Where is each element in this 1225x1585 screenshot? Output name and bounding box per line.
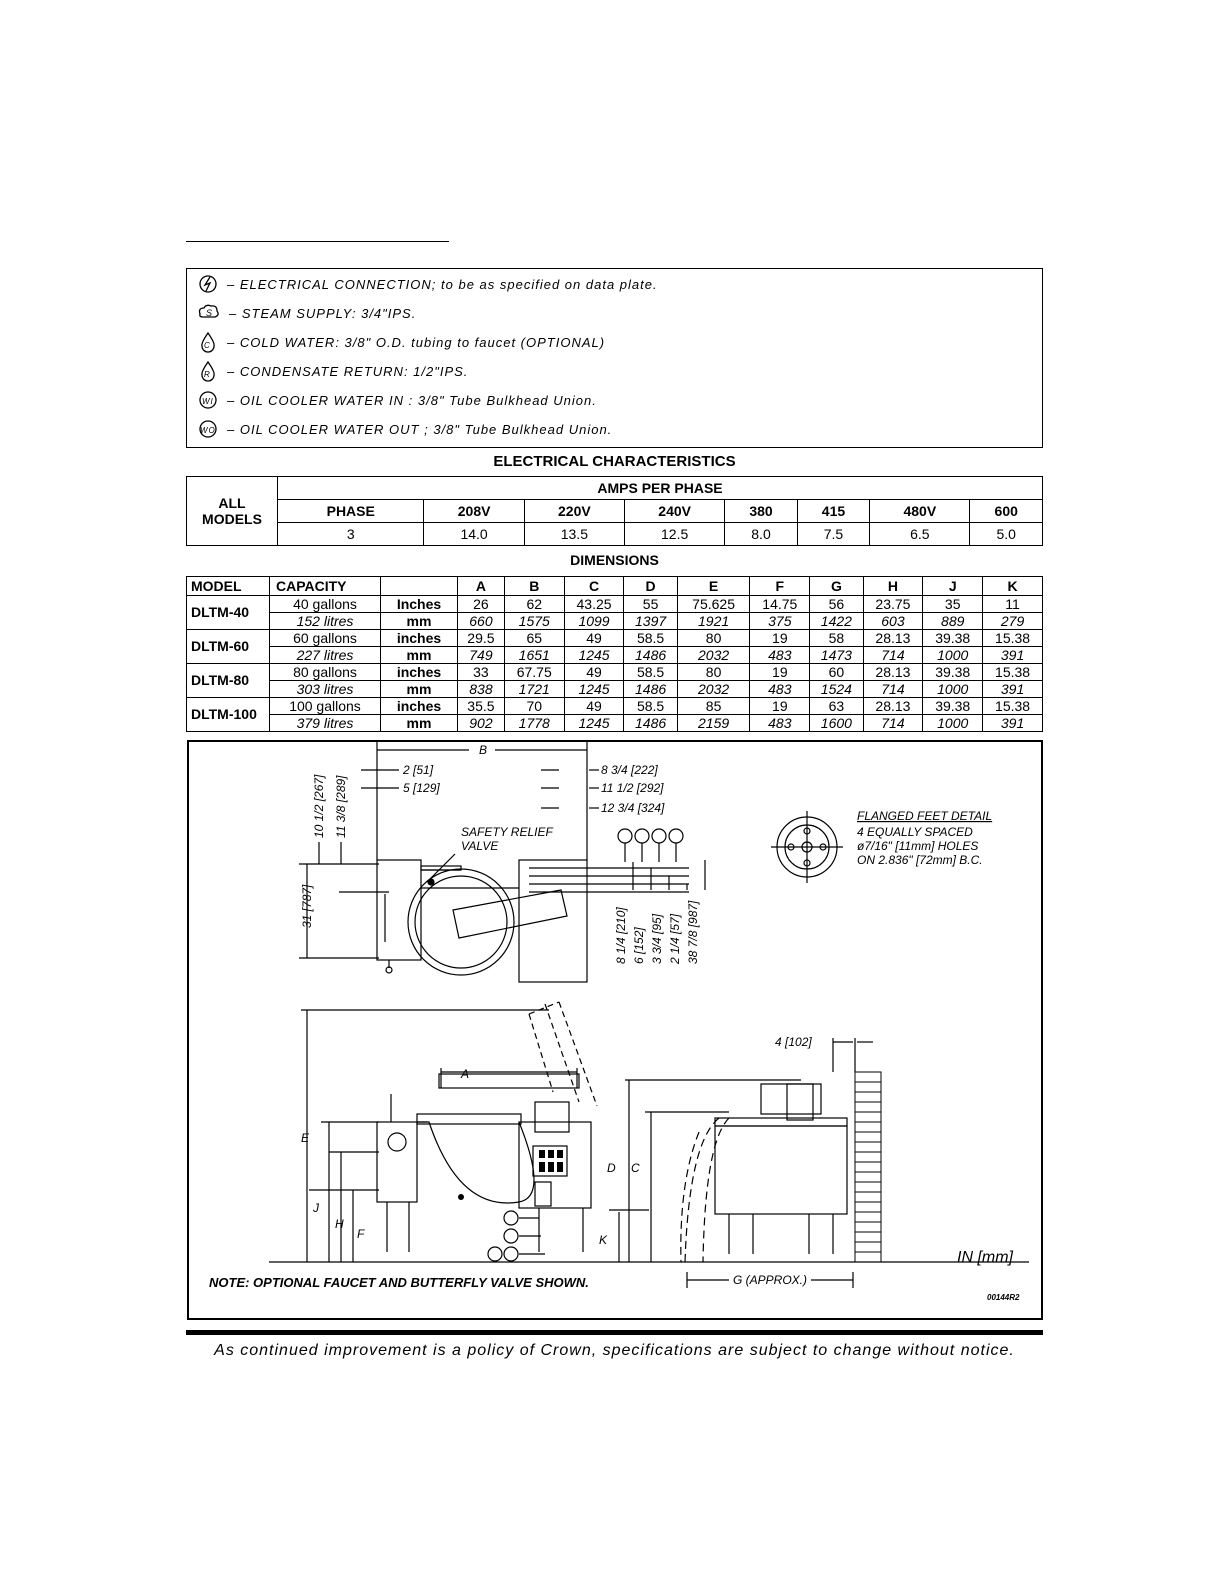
table-row-mm (187, 681, 1043, 698)
value-cell: 55 (624, 596, 677, 613)
dim-11-38: 11 3/8 [289] (334, 775, 348, 838)
value-mm-cell: 1921 (677, 613, 750, 630)
dim-10-12: 10 1/2 [267] (312, 774, 326, 838)
unit-mm-cell: mm (381, 715, 458, 732)
header-cell: H (863, 577, 923, 596)
svg-text:C: C (204, 341, 211, 350)
header-cell: B (504, 577, 564, 596)
unit-mm-cell: mm (381, 613, 458, 630)
header-cell: F (750, 577, 810, 596)
value-mm-cell: 483 (750, 715, 810, 732)
value-cell: 28.13 (863, 664, 923, 681)
dim-11-12: 11 1/2 [292] (601, 781, 664, 795)
capacity-cell: 80 gallons (270, 664, 381, 681)
table-row-mm (187, 613, 1043, 630)
value-mm-cell: 838 (458, 681, 505, 698)
value-mm-cell: 2032 (677, 647, 750, 664)
value-mm-cell: 279 (983, 613, 1043, 630)
header-cell: 240V (625, 500, 725, 523)
label-e: E (301, 1131, 310, 1145)
steam-icon (197, 302, 221, 324)
value-cell: 49 (564, 664, 624, 681)
value-mm-cell: 1486 (624, 647, 677, 664)
label-a: A (461, 1067, 470, 1081)
dimensions-table (186, 576, 1043, 732)
value-cell: 39.38 (923, 698, 983, 715)
value-cell: 33 (458, 664, 505, 681)
header-cell: 208V (424, 500, 524, 523)
drawing-number: 00144R2 (987, 1293, 1020, 1302)
value-cell: 6.5 (870, 523, 970, 546)
legend-item-cold-water (197, 331, 605, 353)
value-mm-cell: 483 (750, 647, 810, 664)
electrical-icon (197, 273, 219, 295)
svg-text:R: R (204, 370, 211, 379)
value-mm-cell: 1575 (504, 613, 564, 630)
value-mm-cell: 1245 (564, 681, 624, 698)
value-cell: 19 (750, 630, 810, 647)
capacity-litres-cell: 303 litres (270, 681, 381, 698)
dimensions-title: DIMENSIONS (570, 552, 659, 568)
legend-item-steam (197, 302, 416, 324)
safety-valve-label-2: VALVE (461, 839, 499, 853)
value-mm-cell: 749 (458, 647, 505, 664)
value-mm-cell: 2032 (677, 681, 750, 698)
legend-text: – COLD WATER: 3/8" O.D. tubing to faucet (OPTIONAL) (227, 334, 606, 350)
unit-cell: inches (381, 630, 458, 647)
value-cell: 58 (810, 630, 863, 647)
value-cell: 80 (677, 630, 750, 647)
dim-5: 5 [129] (403, 781, 440, 795)
value-cell: 62 (504, 596, 564, 613)
legend-item-water-in (197, 389, 597, 411)
cold-water-icon (197, 331, 219, 353)
value-cell: 56 (810, 596, 863, 613)
unit-cell: Inches (381, 596, 458, 613)
legend-text: – STEAM SUPPLY: 3/4"IPS. (229, 305, 417, 321)
legend-text: – OIL COOLER WATER OUT ; 3/8" Tube Bulkhead Union. (227, 421, 613, 437)
value-cell: 49 (564, 698, 624, 715)
value-cell: 19 (750, 664, 810, 681)
table-row (187, 630, 1043, 647)
value-mm-cell: 1486 (624, 681, 677, 698)
value-cell: 15.38 (983, 664, 1043, 681)
header-cell: E (677, 577, 750, 596)
dim-3-34: 3 3/4 [95] (650, 913, 664, 964)
table-row-mm (187, 715, 1043, 732)
value-mm-cell: 714 (863, 715, 923, 732)
value-cell: 15.38 (983, 698, 1043, 715)
flanged-line-2: ø7/16" [11mm] HOLES (857, 839, 979, 853)
value-mm-cell: 1422 (810, 613, 863, 630)
legend-text: – OIL COOLER WATER IN : 3/8" Tube Bulkhead Union. (227, 392, 597, 408)
value-cell: 23.75 (863, 596, 923, 613)
value-mm-cell: 391 (983, 647, 1043, 664)
value-mm-cell: 1000 (923, 681, 983, 698)
capacity-litres-cell: 379 litres (270, 715, 381, 732)
value-mm-cell: 1600 (810, 715, 863, 732)
dim-2: 2 [51] (403, 763, 434, 777)
header-cell: PHASE (278, 500, 424, 523)
model-cell: DLTM-60 (187, 630, 270, 664)
value-mm-cell: 1245 (564, 715, 624, 732)
drawing-note: NOTE: OPTIONAL FAUCET AND BUTTERFLY VALVE SHOWN. (209, 1275, 589, 1290)
value-mm-cell: 1473 (810, 647, 863, 664)
label-h: H (335, 1217, 344, 1231)
label-j: J (313, 1201, 319, 1215)
safety-valve-label: SAFETY RELIEF (461, 825, 553, 839)
value-cell: 8.0 (725, 523, 797, 546)
value-mm-cell: 1397 (624, 613, 677, 630)
header-cell: A (458, 577, 505, 596)
header-cell: G (810, 577, 863, 596)
dim-2-14: 2 1/4 [57] (668, 913, 682, 964)
dim-38-78: 38 7/8 [987] (686, 900, 700, 964)
model-cell: DLTM-40 (187, 596, 270, 630)
dim-8-14: 8 1/4 [210] (614, 907, 628, 964)
value-mm-cell: 889 (923, 613, 983, 630)
value-cell: 63 (810, 698, 863, 715)
connection-legend (186, 268, 1043, 448)
header-cell: 220V (524, 500, 624, 523)
value-cell: 29.5 (458, 630, 505, 647)
dim-8-34: 8 3/4 [222] (601, 763, 658, 777)
capacity-cell: 100 gallons (270, 698, 381, 715)
value-mm-cell: 714 (863, 647, 923, 664)
value-mm-cell: 902 (458, 715, 505, 732)
capacity-cell: 40 gallons (270, 596, 381, 613)
water-out-icon (197, 418, 219, 440)
value-mm-cell: 1524 (810, 681, 863, 698)
model-cell: DLTM-100 (187, 698, 270, 732)
label-c: C (631, 1161, 640, 1175)
value-cell: 3 (278, 523, 424, 546)
top-rule (186, 241, 449, 242)
svg-text:WO: WO (200, 426, 216, 435)
value-mm-cell: 375 (750, 613, 810, 630)
value-cell: 43.25 (564, 596, 624, 613)
value-cell: 39.38 (923, 630, 983, 647)
value-cell: 60 (810, 664, 863, 681)
value-mm-cell: 1651 (504, 647, 564, 664)
header-cell (381, 577, 458, 596)
table-row (187, 596, 1043, 613)
legend-text: – ELECTRICAL CONNECTION; to be as specified on data plate. (227, 276, 658, 292)
flanged-line-1: 4 EQUALLY SPACED (857, 825, 973, 839)
value-mm-cell: 1721 (504, 681, 564, 698)
value-cell: 58.5 (624, 630, 677, 647)
legend-item-condensate (197, 360, 468, 382)
capacity-litres-cell: 227 litres (270, 647, 381, 664)
dim-31: 31 [787] (300, 884, 314, 928)
capacity-cell: 60 gallons (270, 630, 381, 647)
value-cell: 35.5 (458, 698, 505, 715)
amps-per-phase-header: AMPS PER PHASE (278, 477, 1043, 500)
value-cell: 58.5 (624, 698, 677, 715)
header-cell: C (564, 577, 624, 596)
electrical-title: ELECTRICAL CHARACTERISTICS (493, 453, 736, 470)
all-models-cell: ALL MODELS (187, 477, 278, 546)
value-cell: 5.0 (970, 523, 1043, 546)
value-cell: 7.5 (797, 523, 869, 546)
legend-text: – CONDENSATE RETURN: 1/2"IPS. (227, 363, 469, 379)
value-cell: 26 (458, 596, 505, 613)
value-cell: 65 (504, 630, 564, 647)
value-cell: 14.0 (424, 523, 524, 546)
bottom-rule (186, 1330, 1043, 1335)
value-mm-cell: 391 (983, 681, 1043, 698)
label-f: F (357, 1227, 365, 1241)
value-mm-cell: 1486 (624, 715, 677, 732)
value-mm-cell: 391 (983, 715, 1043, 732)
header-cell: CAPACITY (270, 577, 381, 596)
water-in-icon (197, 389, 219, 411)
value-cell: 75.625 (677, 596, 750, 613)
dim-6: 6 [152] (632, 927, 646, 964)
value-mm-cell: 603 (863, 613, 923, 630)
value-cell: 85 (677, 698, 750, 715)
header-cell: 600 (970, 500, 1043, 523)
electrical-table (186, 476, 1043, 546)
header-cell: MODEL (187, 577, 270, 596)
units-label: IN [mm] (957, 1249, 1013, 1266)
unit-cell: inches (381, 664, 458, 681)
value-mm-cell: 1778 (504, 715, 564, 732)
legend-item-water-out (197, 418, 612, 440)
value-mm-cell: 660 (458, 613, 505, 630)
value-mm-cell: 714 (863, 681, 923, 698)
capacity-litres-cell: 152 litres (270, 613, 381, 630)
value-mm-cell: 1245 (564, 647, 624, 664)
dim-4: 4 [102] (775, 1035, 812, 1049)
value-cell: 28.13 (863, 630, 923, 647)
flanged-line-3: ON 2.836" [72mm] B.C. (857, 853, 983, 867)
value-mm-cell: 2159 (677, 715, 750, 732)
header-cell: 415 (797, 500, 869, 523)
value-mm-cell: 1000 (923, 647, 983, 664)
svg-text:WI: WI (202, 397, 214, 406)
value-cell: 28.13 (863, 698, 923, 715)
legend-item-electrical (197, 273, 658, 295)
header-cell: 480V (870, 500, 970, 523)
dimension-drawing (187, 740, 1043, 1320)
svg-text:S: S (206, 308, 214, 318)
dim-12-34: 12 3/4 [324] (601, 801, 665, 815)
unit-mm-cell: mm (381, 647, 458, 664)
value-cell: 80 (677, 664, 750, 681)
value-cell: 58.5 (624, 664, 677, 681)
unit-mm-cell: mm (381, 681, 458, 698)
table-row (187, 698, 1043, 715)
value-cell: 39.38 (923, 664, 983, 681)
unit-cell: inches (381, 698, 458, 715)
label-g: G (APPROX.) (733, 1273, 808, 1287)
flanged-title: FLANGED FEET DETAIL (857, 809, 993, 823)
table-row-mm (187, 647, 1043, 664)
condensate-icon (197, 360, 219, 382)
value-cell: 12.5 (625, 523, 725, 546)
header-cell: J (923, 577, 983, 596)
header-cell: D (624, 577, 677, 596)
value-cell: 67.75 (504, 664, 564, 681)
value-cell: 35 (923, 596, 983, 613)
value-mm-cell: 1099 (564, 613, 624, 630)
label-k: K (599, 1233, 608, 1247)
value-mm-cell: 483 (750, 681, 810, 698)
value-cell: 11 (983, 596, 1043, 613)
value-cell: 15.38 (983, 630, 1043, 647)
drawing-svg (189, 742, 1041, 1318)
value-cell: 49 (564, 630, 624, 647)
value-cell: 14.75 (750, 596, 810, 613)
value-cell: 70 (504, 698, 564, 715)
footer-note: As continued improvement is a policy of Crown, specifications are subject to change without notice. (214, 1342, 1015, 1359)
header-cell: K (983, 577, 1043, 596)
table-row (187, 664, 1043, 681)
value-cell: 13.5 (524, 523, 624, 546)
value-cell: 19 (750, 698, 810, 715)
value-mm-cell: 1000 (923, 715, 983, 732)
label-d: D (607, 1161, 616, 1175)
header-cell: 380 (725, 500, 797, 523)
model-cell: DLTM-80 (187, 664, 270, 698)
label-b: B (479, 743, 488, 757)
